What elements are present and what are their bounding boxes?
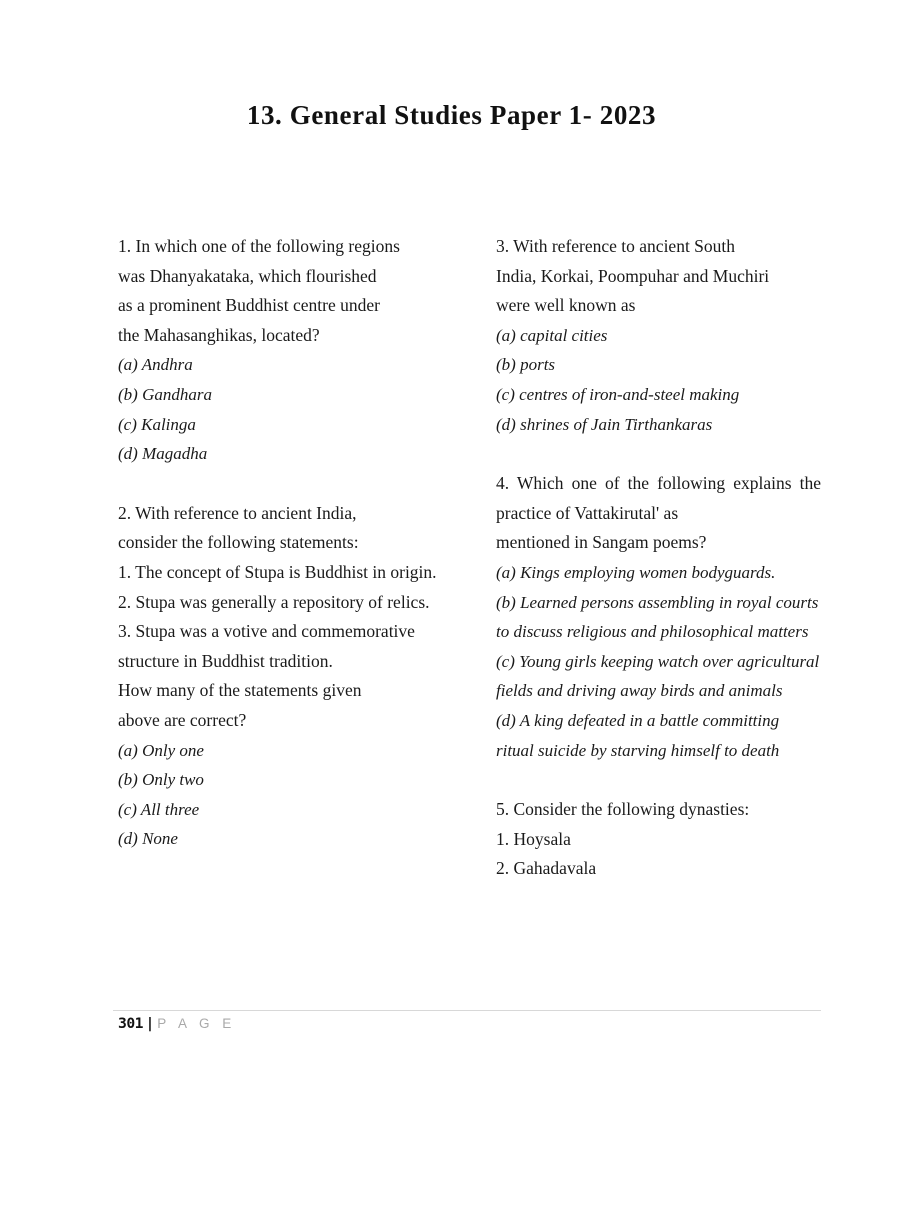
question-1-option-a: (a) Andhra [118, 355, 193, 375]
question-block-4 [496, 469, 821, 765]
question-block-5 [496, 795, 821, 884]
question-5-statement-1: 1. Hoysala [496, 828, 571, 849]
question-3-option-c: (c) centres of iron-and-steel making [496, 384, 740, 404]
question-2-option-c: (c) All three [118, 799, 200, 819]
question-block-1 [118, 232, 443, 469]
question-1-line-2: was Dhanyakataka, which flourished [118, 265, 377, 286]
question-2-option-a: (a) Only one [118, 740, 204, 760]
question-4-option-b: (b) Learned persons assembling in royal courts to discuss religious and philosophical matters [496, 592, 819, 642]
question-block-3 [496, 232, 821, 439]
left-column [118, 232, 443, 854]
question-4-body: 4. Which one of the following explains the practice of Vattakirutal' as [496, 473, 821, 523]
question-3-line-1: 3. With reference to ancient South [496, 236, 736, 256]
question-1-option-c: (c) Kalinga [118, 414, 196, 434]
question-2-option-d: (d) None [118, 829, 178, 849]
question-block-2 [118, 499, 443, 854]
question-2-option-b: (b) Only two [118, 770, 204, 790]
question-1-line-4: the Mahasanghikas, located? [118, 324, 320, 345]
footer-page-label: P A G E [157, 1016, 236, 1031]
question-5-statement-2: 2. Gahadavala [496, 858, 597, 879]
question-5-line-1: 5. Consider the following dynasties: [496, 799, 750, 820]
footer-page-number: 301 [118, 1016, 143, 1032]
question-1-option-d: (d) Magadha [118, 444, 208, 464]
question-2-statement-2: 2. Stupa was generally a repository of relics. [118, 591, 430, 612]
right-column [496, 232, 821, 884]
two-column-body [118, 232, 822, 992]
question-3-line-2: India, Korkai, Poompuhar and Muchiri [496, 265, 770, 286]
question-2-statement-3: 3. Stupa was a votive and commemorative structure in Buddhist tradition. [118, 621, 415, 671]
question-1-line-3: as a prominent Buddhist centre under [118, 295, 380, 316]
question-3-option-b: (b) ports [496, 355, 556, 375]
question-1-option-b: (b) Gandhara [118, 384, 212, 404]
question-3-option-a: (a) capital cities [496, 325, 608, 345]
question-2-prompt-line-1: How many of the statements given [118, 680, 362, 701]
question-2-prompt-line-2: above are correct? [118, 709, 247, 730]
question-3-line-3: were well known as [496, 295, 636, 316]
question-1-line-1: 1. In which one of the following regions [118, 236, 400, 256]
question-2-statement-1: 1. The concept of Stupa is Buddhist in origin. [118, 561, 437, 582]
question-4-option-d: (d) A king defeated in a battle committing ritual suicide by starving himself to death [496, 710, 780, 760]
question-4-option-a: (a) Kings employing women bodyguards. [496, 562, 776, 582]
question-2-line-2: consider the following statements: [118, 532, 359, 553]
page-title: 13. General Studies Paper 1- 2023 [246, 100, 657, 130]
question-2-line-1: 2. With reference to ancient India, [118, 502, 357, 523]
footer-divider [113, 1010, 821, 1011]
question-3-option-d: (d) shrines of Jain Tirthankaras [496, 414, 713, 434]
question-4-last-line: mentioned in Sangam poems? [496, 532, 707, 553]
footer-separator: | [145, 1016, 155, 1032]
footer [118, 1016, 236, 1032]
question-4-option-c: (c) Young girls keeping watch over agricultural fields and driving away birds and animals [496, 651, 820, 701]
